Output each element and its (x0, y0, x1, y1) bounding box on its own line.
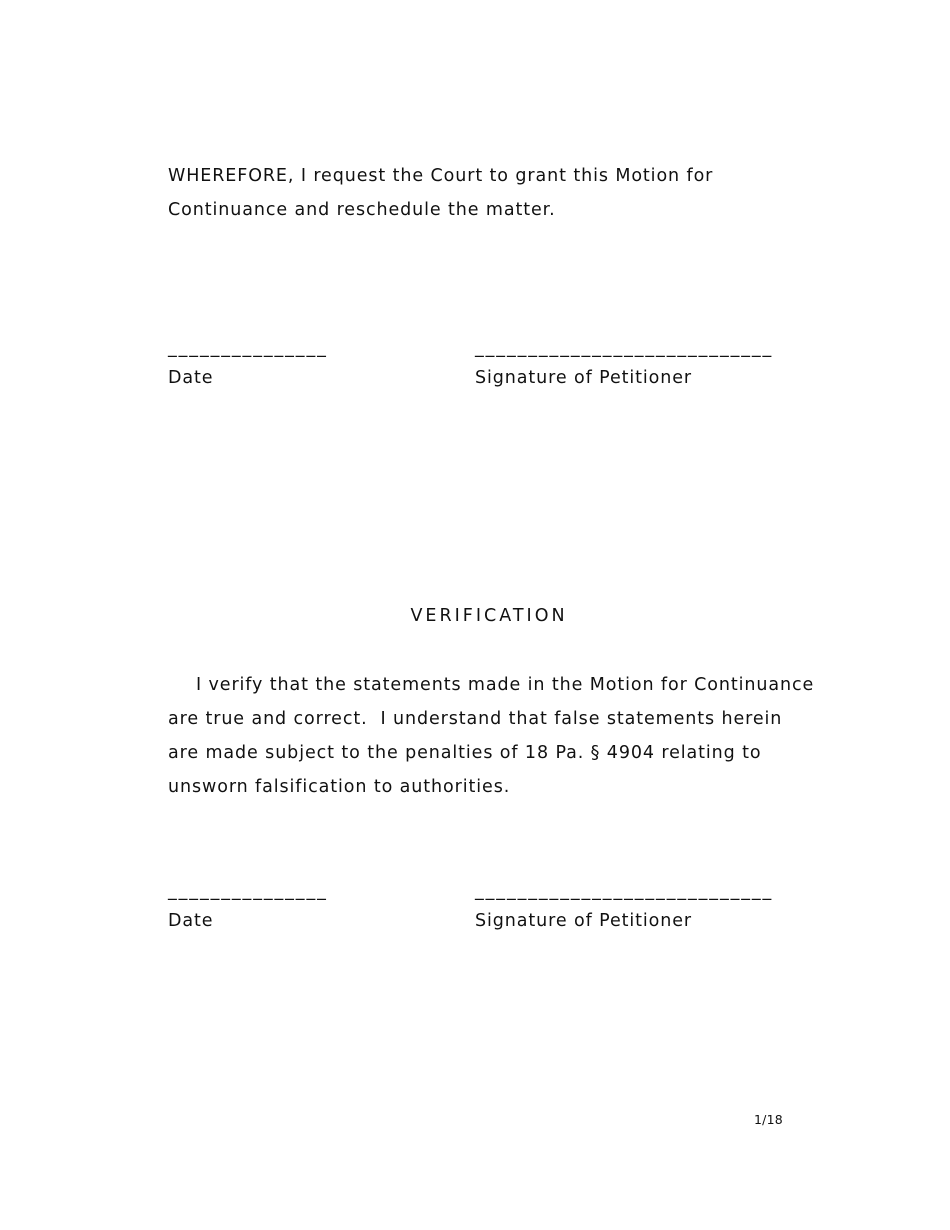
verification-signature-line: ____________________________ (475, 881, 774, 901)
verification-date-label: Date (168, 911, 214, 931)
verification-heading: VERIFICATION (410, 606, 568, 626)
wherefore-paragraph: WHEREFORE, I request the Court to grant this Motion for Continuance and reschedule the matter. (168, 166, 720, 220)
signature-label: Signature of Petitioner (475, 368, 693, 388)
verification-signature-label: Signature of Petitioner (475, 911, 693, 931)
verification-date-line: _______________ (168, 881, 328, 901)
petitioner-signature-line: ____________________________ (475, 338, 774, 358)
date-label: Date (168, 368, 214, 388)
verification-statement: I verify that the statements made in the Motion for Continuance are true and correct. I understand that false statements herein are made subject to the penalties of 18 Pa. § 4904 relating to unsworn falsification to authorities. (168, 675, 821, 797)
page-number: 1/18 (754, 1112, 783, 1127)
date-signature-line: _______________ (168, 338, 328, 358)
